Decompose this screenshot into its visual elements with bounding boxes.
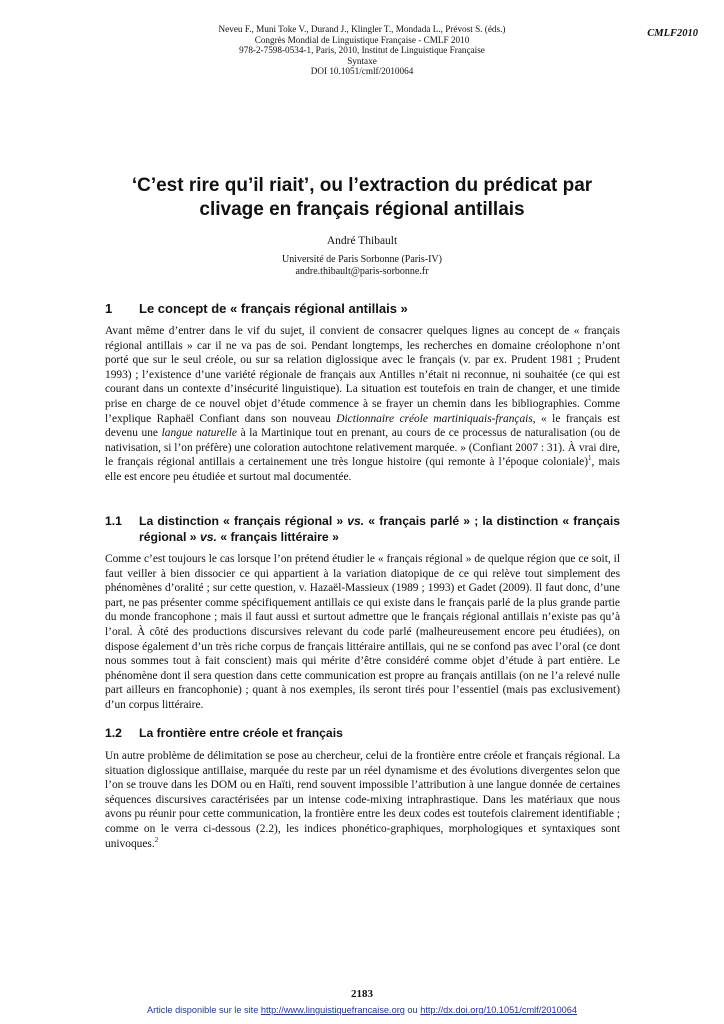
paper-title bbox=[90, 174, 634, 221]
paragraph-text: Un autre problème de délimitation se pose au chercheur, celui de la frontière entre créole et français régional. La situation diglossique antillaise, marquée du reste par un réel dynamisme et des évolutions divergentes selon que l’on se trouve dans les DOM ou en Haïti, rend souvent impossible l’attribution à une langue donnée de certaines séquences discursives caractérisées par un intense code-mixing intraphrastique. Dans les matériaux que nous avons pu réunir pour cette communication, la frontière entre les deux codes est toutefois clairement identifiable ; comme on le verra ci-dessous (2.2), les indices phonético-graphiques, morphologiques et syntaxiques sont univoques. bbox=[105, 750, 620, 850]
site-link[interactable]: http://www.linguistiquefrancaise.org bbox=[260, 1005, 405, 1015]
section-title: La distinction « français régional » vs. « français parlé » ; la distinction « français régional » vs. « français littéraire » bbox=[139, 514, 621, 544]
footnote-ref[interactable]: 2 bbox=[154, 835, 159, 844]
author-name: André Thibault bbox=[326, 235, 398, 247]
paper-title-line1: ‘C’est rire qu’il riait’, ou l’extraction du prédicat par bbox=[131, 175, 593, 196]
section-number: 1.1 bbox=[105, 514, 122, 528]
footer-text: Article disponible sur le site bbox=[146, 1005, 261, 1015]
affiliation-university: Université de Paris Sorbonne (Paris-IV) bbox=[282, 254, 442, 265]
citation-header bbox=[150, 24, 574, 77]
section-title: La frontière entre créole et français bbox=[139, 726, 343, 740]
paragraph-text: à la Martinique tout en prenant, au cours de ce processus de naturalisation (ou de nativisation, si l’on préfère) une coloration autochtone relativement marquée. » (Confiant 2007 : 31). À vrai dire, le français régional antillais a certainement une très longue histoire (qui remonte à l’époque coloniale) bbox=[105, 427, 620, 469]
section-1-1-heading bbox=[105, 514, 620, 545]
footer-text: ou bbox=[404, 1005, 421, 1015]
author-affiliation bbox=[150, 254, 574, 278]
citation-editors: Neveu F., Muni Toke V., Durand J., Klingler T., Mondada L., Prévost S. (éds.) bbox=[218, 24, 506, 34]
citation-congress: Congrès Mondial de Linguistique Française - CMLF 2010 bbox=[254, 34, 470, 45]
doi-link[interactable]: http://dx.doi.org/10.1051/cmlf/2010064 bbox=[420, 1005, 578, 1015]
citation-section: Syntaxe bbox=[347, 55, 377, 66]
paragraph-text: , « le français est devenu une bbox=[105, 412, 620, 440]
conference-tag: CMLF2010 bbox=[647, 28, 698, 39]
availability-footer bbox=[0, 1005, 724, 1015]
paragraph-text: Comme c’est toujours le cas lorsque l’on prétend étudier le « français régional » de quelque région que ce soit, il faut veiller à bien dissocier ce qui appartient à la variation diatopique de ce qui relève tout simplement des phénomènes d’oralité ; sur cette question, v. Hazaël-Massieux (1989 ; 1993) et Gadet (2009). Il faut donc, d’une part, ne pas présenter comme spécifiquement antillais ce qui existe dans le français parlé de la plus grande partie du monde francophone ; mais il faut aussi et surtout admettre que le français régional antillais n’existe pas qu’à l’oral. À côté des productions discursives relevant du code parlé (malheureusement encore peu étudiées), on dispose également d’un très riche corpus de français littéraire antillais, qui ne se confond pas avec l’oral (ce dont nous sommes tout à fait conscient) mais qui mérite d’être considéré comme objet d’étude à part entière. Le phénomène dont il sera question dans cette communication est propre au français antillais (on ne l’a relevé nulle part ailleurs en francophonie) ; quant à nos exemples, ils seront tirés pour l’essentiel (mais pas exclusivement) d’un corpus littéraire. bbox=[105, 553, 620, 711]
emphasis-term: langue naturelle bbox=[161, 427, 237, 440]
section-number: 1.2 bbox=[105, 726, 122, 740]
section-1-2-paragraph bbox=[105, 749, 620, 851]
page-number: 2183 bbox=[351, 988, 373, 1000]
paragraph-text: , mais elle est encore peu étudiée et surtout mal documentée. bbox=[105, 456, 620, 483]
section-1-1-paragraph bbox=[105, 552, 620, 713]
paper-title-line2: clivage en français régional antillais bbox=[199, 198, 525, 220]
citation-isbn: 978-2-7598-0534-1, Paris, 2010, Institut de Linguistique Française bbox=[239, 45, 485, 56]
section-number: 1 bbox=[105, 301, 113, 316]
section-1-paragraph bbox=[105, 324, 620, 485]
footnote-ref[interactable]: 1 bbox=[588, 454, 592, 463]
book-title: Dictionnaire créole martiniquais-français bbox=[336, 412, 533, 425]
paragraph-text: Avant même d’entrer dans le vif du sujet, il convient de consacrer quelques lignes au concept de « français régional antillais » car il ne va pas de soi. Pendant longtemps, les recherches en domaine créolophone n’ont porté que sur le seul créole, ou sur sa relation diglossique avec le français (v. par ex. Prudent 1981 ; Prudent 1993) ; l’existence d’une variété régionale de français aux Antilles n’était ni reconnue, ni souhaitée (ce qui est courant dans un contexte d’insécurité linguistique). La situation est toutefois en train de changer, et une timide prise en charge de ce nouvel objet d’étude commence à se frayer un chemin dans les bibliographies. Comme l’explique Raphaël Confiant dans son nouveau bbox=[105, 325, 620, 425]
section-1-2-heading bbox=[105, 726, 620, 742]
affiliation-email: andre.thibault@paris-sorbonne.fr bbox=[295, 266, 429, 277]
section-1-heading bbox=[105, 301, 620, 317]
section-title: Le concept de « français régional antillais » bbox=[139, 301, 408, 316]
citation-doi: DOI 10.1051/cmlf/2010064 bbox=[310, 66, 414, 77]
